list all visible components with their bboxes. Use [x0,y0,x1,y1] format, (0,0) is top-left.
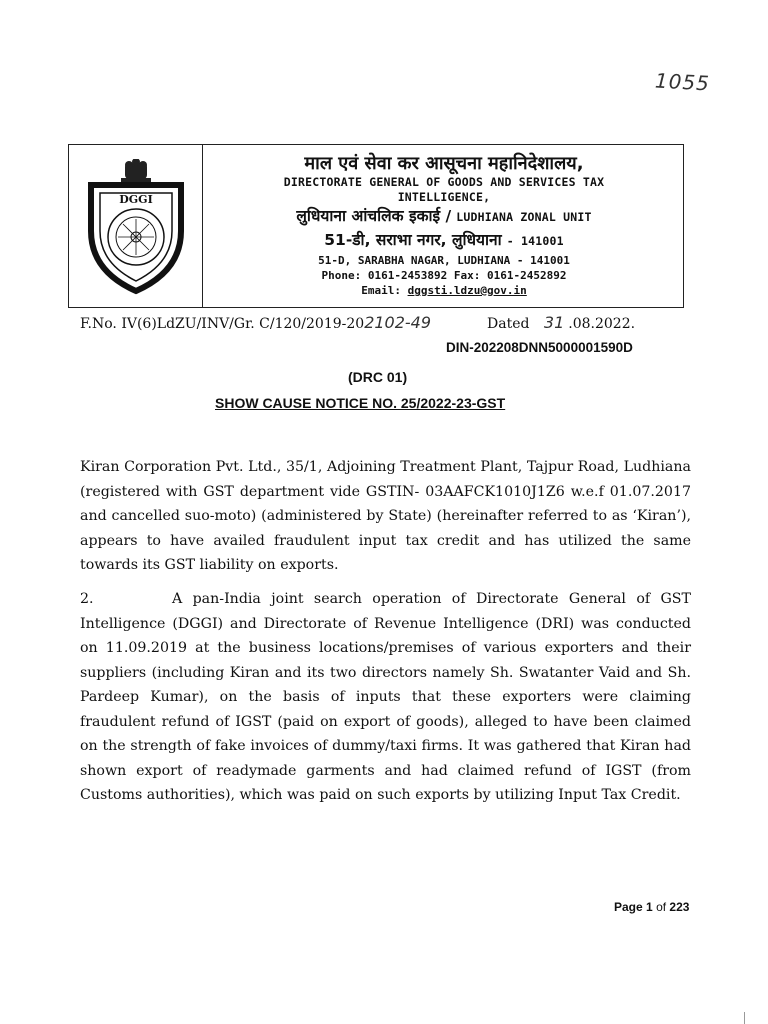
file-number-handwritten: 2102-49 [364,313,432,332]
email-link[interactable]: dggsti.ldzu@gov.in [407,284,527,297]
dated-rest: .08.2022. [568,316,636,332]
dggi-emblem-logo [83,159,189,295]
address-english: 51-D, SARABHA NAGAR, LUDHIANA - 141001 [318,254,570,267]
paragraph-2-text: A pan-India joint search operation of Directorate General of GST Intelligence (DGGI) and Directorate of Revenue Intelligence (DRI) was conducted on 11.09.2019 at the business locations/premises of various exporters and their suppliers (including Kiran and its two directors namely Sh. Swatanter Vaid and Sh. Pardeep Kumar), on the basis of inputs that these exporters were claiming fraudulent refund of IGST (paid on export of goods), alleged to have been claimed on the strength of fake invoices of dummy/taxi firms. It was gathered that Kiran had shown export of readymade garments and had claimed refund of IGST (from Customs authorities), which was paid on such exports by utilizing Input Tax Credit. [80,591,691,803]
svg-text:DGGI: DGGI [119,193,153,206]
unit-hindi: लुधियाना आंचलिक इकाई / [296,207,452,225]
unit-english: LUDHIANA ZONAL UNIT [456,210,592,224]
address-hindi-line [203,229,685,251]
letterhead [68,144,684,308]
dated-label: Dated [487,316,530,332]
page-total: 223 [669,900,690,914]
file-number [80,313,431,332]
address-hindi-pin: - 141001 [506,234,564,248]
page-of: of [656,900,667,914]
paragraph-1: Kiran Corporation Pvt. Ltd., 35/1, Adjoining Treatment Plant, Tajpur Road, Ludhiana (registered with GST department vide GSTIN- 03AAFCK1010J1Z6 w.e.f 01.07.2017 and cancelled suo-moto) (administered by State) (hereinafter referred to as ‘Kiran’), appears to have availed fraudulent input tax credit and has utilized the same towards its GST liability on exports. [80,459,691,573]
email-label: Email: [361,284,401,297]
address-hindi: 51-डी, सराभा नगर, लुधियाना [324,231,502,249]
handwritten-page-reference: 1055 [654,68,711,96]
english-title-line2: INTELLIGENCE, [397,190,491,204]
hindi-title: माल एवं सेवा कर आसूचना महानिदेशालय, [304,153,584,174]
email-line [203,283,685,298]
english-title-line1: DIRECTORATE GENERAL OF GOODS AND SERVICES TAX [283,175,605,189]
scan-edge-mark [744,1012,745,1024]
letterhead-text [203,153,685,298]
page-current: 1 [646,900,653,914]
form-number: (DRC 01) [348,369,408,385]
page-label: Page [614,900,643,914]
din-number: DIN-202208DNN5000001590D [446,340,633,355]
unit-line [203,205,685,227]
date-line [487,313,635,332]
notice-title: SHOW CAUSE NOTICE NO. 25/2022-23-GST [215,395,506,411]
paragraph-2-number: 2. [80,591,94,607]
file-number-text: F.No. IV(6)LdZU/INV/Gr. C/120/2019-20 [80,316,365,332]
phone-fax: Phone: 0161-2453892 Fax: 0161-2452892 [321,269,567,282]
dated-day-handwritten: 31 [543,313,565,332]
logo-cell [69,145,203,307]
page-footer [614,900,689,914]
paragraph-2 [80,587,691,808]
